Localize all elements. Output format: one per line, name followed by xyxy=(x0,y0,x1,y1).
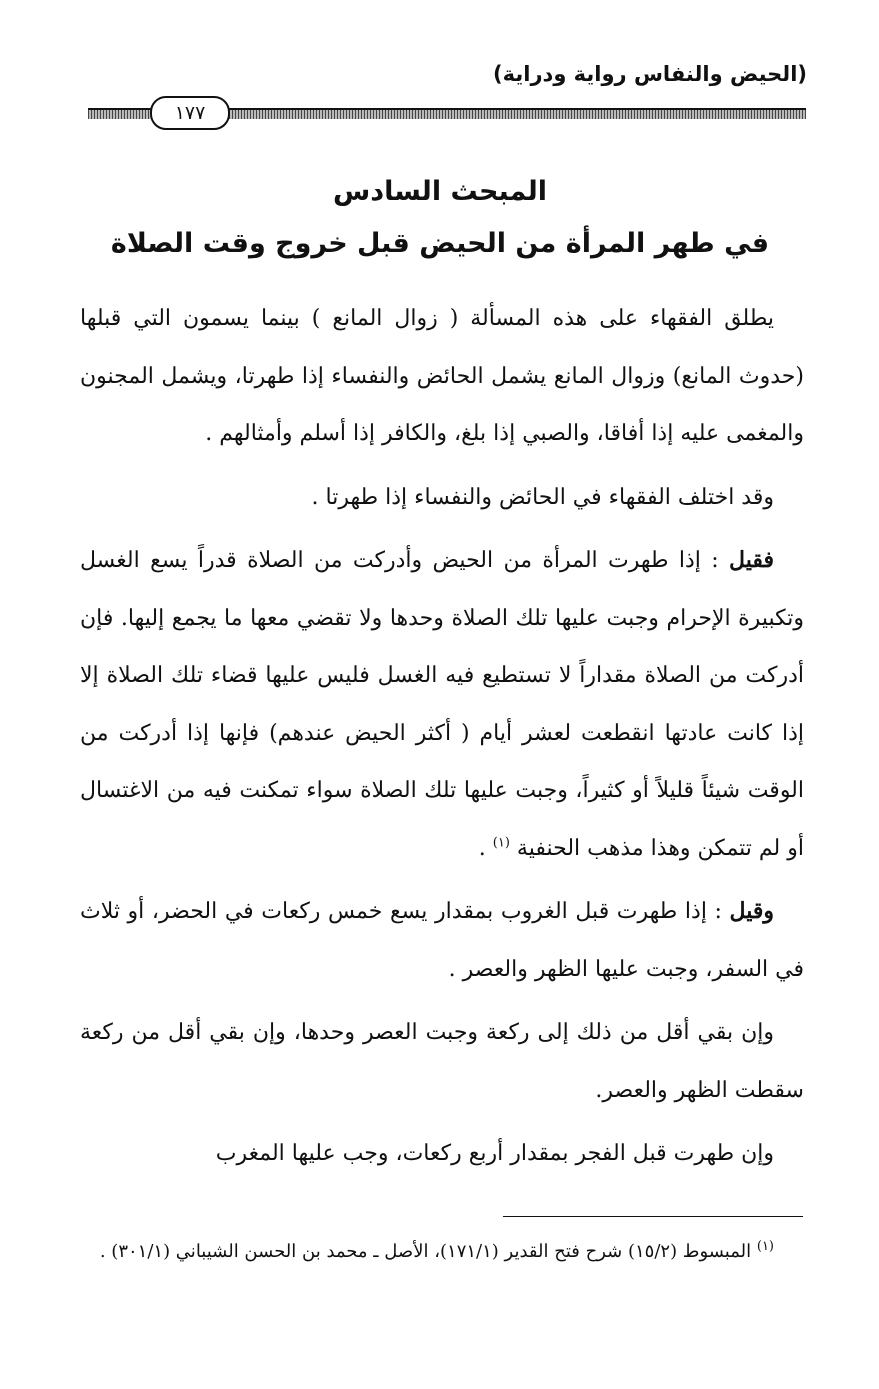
footnote-1-text: المبسوط (١٥/٢) شرح فتح القدير (١٧١/١)، الأصل ـ محمد بن الحسن الشيباني (٣٠١/١) . xyxy=(99,1241,757,1262)
paragraph-3-lead-word: فقيل xyxy=(729,547,774,573)
paragraph-5: وإن بقي أقل من ذلك إلى ركعة وجبت العصر وحدها، وإن بقي أقل من ركعة سقطت الظهر والعصر. xyxy=(80,1020,804,1103)
footnote-1 xyxy=(80,1232,804,1272)
running-header-title: (الحيض والنفاس رواية ودراية) xyxy=(493,62,807,86)
paragraph-3-end: . xyxy=(478,835,493,861)
paragraph-4 xyxy=(80,883,804,998)
footnotes xyxy=(80,1232,804,1272)
paragraph-3-text: : إذا طهرت المرأة من الحيض وأدركت من الصلاة قدراً يسع الغسل وتكبيرة الإحرام وجبت عليها تلك الصلاة وحدها ولا تقضي معها ما يجمع إليها. فإن أدركت من الصلاة مقداراً لا تستطيع فيه الغسل فليس عليها قضاء تلك الصلاة إلا إذا كانت عادتها انقطعت لعشر أيام ( أكثر الحيض عندهم) فإنها إذا أدركت من الوقت شيئاً قليلاً أو كثيراً، وجبت عليها تلك الصلاة سواء تمكنت فيه من الاغتسال أو لم تتمكن وهذا مذهب الحنفية xyxy=(80,548,804,861)
body-text xyxy=(80,290,804,1189)
section-subtitle: في طهر المرأة من الحيض قبل خروج وقت الصلاة xyxy=(110,228,770,259)
page-number: ١٧٧ xyxy=(150,96,230,130)
paragraph-4-lead-word: وقيل xyxy=(729,898,774,924)
footnote-ref-1[interactable]: (١) xyxy=(492,835,510,851)
paragraph-3 xyxy=(80,532,804,877)
paragraph-6: وإن طهرت قبل الفجر بمقدار أربع ركعات، وجب عليها المغرب xyxy=(215,1141,774,1166)
paragraph-1: يطلق الفقهاء على هذه المسألة ( زوال المانع ) بينما يسمون التي قبلها (حدوث المانع) وزوال المانع يشمل الحائض والنفساء إذا طهرتا، ويشمل المجنون والمغمى عليه إذا أفاقا، والصبي إذا بلغ، والكافر إذا أسلم وأمثالهم . xyxy=(80,306,804,446)
section-heading: المبحث السادس xyxy=(332,176,548,207)
footnote-1-marker: (١) xyxy=(756,1239,774,1254)
footnote-divider xyxy=(503,1216,803,1217)
paragraph-4-text: : إذا طهرت قبل الغروب بمقدار يسع خمس ركعات في الحضر، أو ثلاث في السفر، وجبت عليها الظهر والعصر . xyxy=(80,899,804,982)
paragraph-2: وقد اختلف الفقهاء في الحائض والنفساء إذا طهرتا . xyxy=(311,484,774,510)
